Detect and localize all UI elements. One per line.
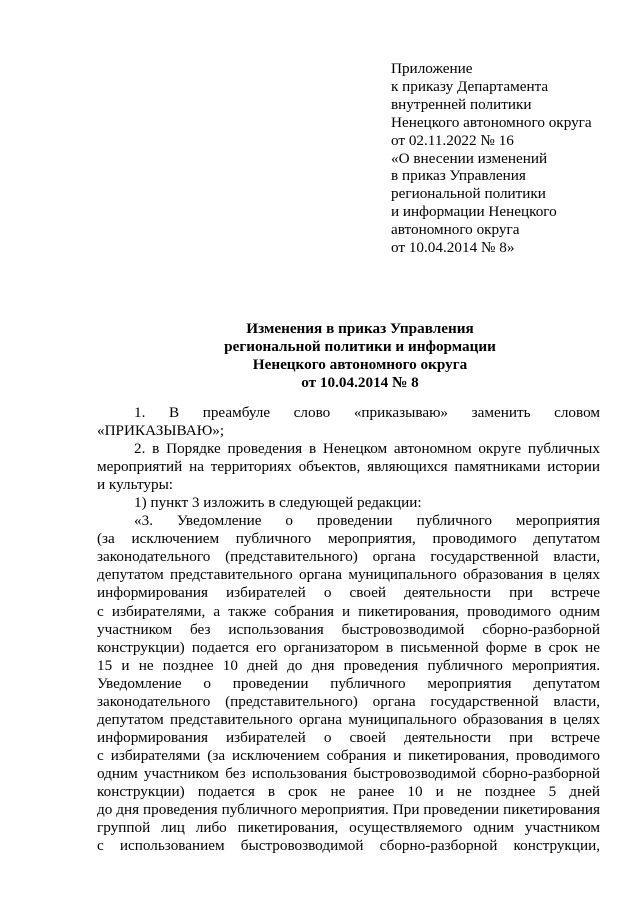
appendix-line: от 10.04.2014 № 8»: [391, 239, 515, 257]
appendix-line: внутренней политики: [391, 95, 532, 113]
title-line: Изменения в приказ Управления: [246, 320, 474, 337]
body-line: участником без использования быстровозводимой сборно-разборной: [97, 620, 600, 638]
body-line: депутатом представительного органа муниципального образования в целях: [97, 710, 600, 728]
appendix-line: в приказ Управления: [391, 167, 526, 185]
document-body: [97, 404, 600, 855]
appendix-note: [391, 60, 631, 257]
body-line: 1. В преамбуле слово «приказываю» заменить словом: [134, 404, 600, 421]
body-line: с избирателями (за исключением собрания и пикетирования, проводимого: [97, 746, 600, 764]
body-line: конструкции) подается в срок не ранее 10 и не позднее 5 дней: [97, 782, 600, 800]
body-line: 1) пункт 3 изложить в следующей редакции:: [134, 494, 422, 512]
body-line: депутатом представительного органа муниципального образования в целях: [97, 566, 600, 584]
appendix-line: Приложение: [391, 60, 473, 77]
appendix-line: к приказу Департамента: [391, 77, 549, 95]
document-title: [60, 320, 640, 392]
title-line: Ненецкого автономного округа: [252, 356, 468, 373]
body-line: «ПРИКАЗЫВАЮ»;: [97, 422, 225, 440]
title-line: региональной политики и информации: [224, 338, 496, 355]
body-line: мероприятий на территориях объектов, являющихся памятниками истории: [97, 458, 600, 476]
body-line: 2. в Порядке проведения в Ненецком автономном округе публичных: [134, 440, 600, 458]
appendix-line: и информации Ненецкого: [391, 203, 557, 221]
appendix-line: Ненецкого автономного округа: [391, 113, 592, 131]
appendix-line: от 02.11.2022 № 16: [391, 131, 514, 149]
body-line: с избирателями, а также собрания и пикетирования, проводимого одним: [97, 602, 600, 620]
body-line: конструкции) подается его организатором в письменной форме в срок не: [97, 638, 600, 656]
body-line: законодательного (представительного) органа государственной власти,: [97, 692, 600, 710]
body-line: группой лиц либо пикетирования, осуществляемого одним участником: [97, 819, 600, 837]
appendix-line: региональной политики: [391, 185, 546, 203]
title-line: от 10.04.2014 № 8: [301, 374, 419, 391]
body-line: и культуры:: [97, 476, 173, 494]
body-line: информирования избирателей о своей деятельности при встрече: [97, 584, 600, 602]
body-line: с использованием быстровозводимой сборно-разборной конструкции,: [97, 837, 600, 855]
body-line: (за исключением публичного мероприятия, проводимого депутатом: [97, 530, 600, 548]
body-line: Уведомление о проведении публичного мероприятия депутатом: [97, 674, 600, 692]
body-line: одним участником без использования быстровозводимой сборно-разборной: [97, 764, 600, 782]
body-line: информирования избирателей о своей деятельности при встрече: [97, 728, 600, 746]
body-line: 15 и не позднее 10 дней до дня проведения публичного мероприятия.: [97, 656, 600, 674]
appendix-line: автономного округа: [391, 221, 520, 239]
body-line: законодательного (представительного) органа государственной власти,: [97, 548, 600, 566]
body-line: «3. Уведомление о проведении публичного мероприятия: [134, 512, 600, 530]
body-line: до дня проведения публичного мероприятия. При проведении пикетирования: [97, 801, 600, 819]
appendix-line: «О внесении изменений: [391, 149, 548, 167]
